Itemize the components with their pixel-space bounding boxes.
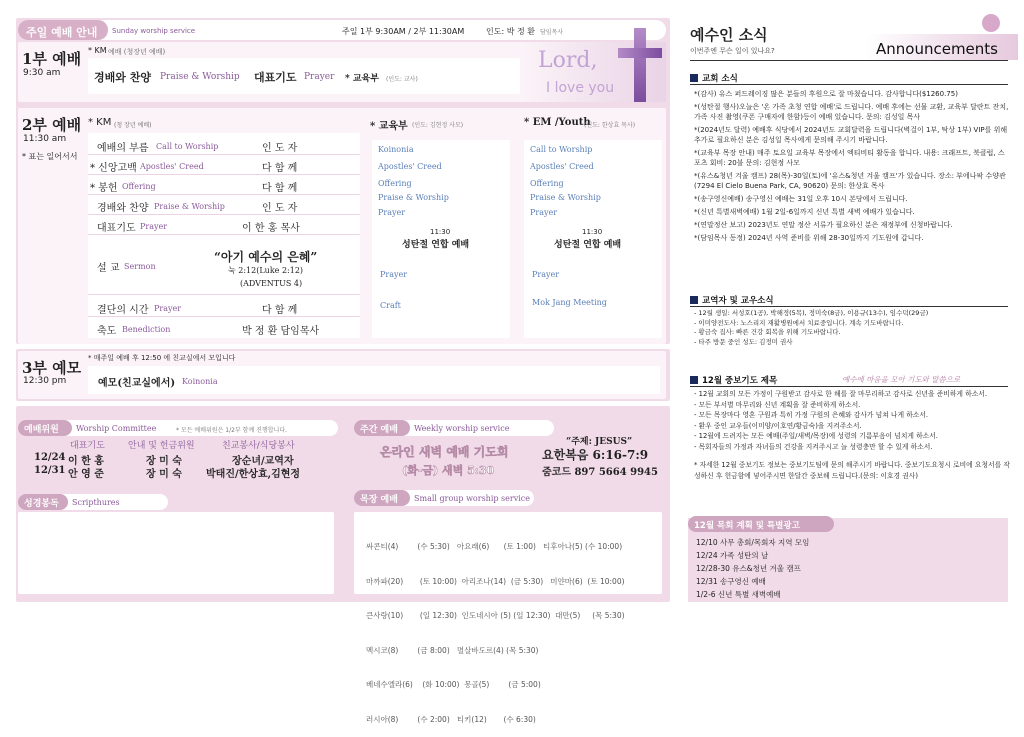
edu-item-3: Offering [378,179,412,188]
em-time: 11:30 [582,228,603,236]
plan-item: 12/24 가족 성탄의 날 [696,551,769,560]
scripture-title-en: Scripthures [72,498,120,507]
em-title: * EM /Youth [524,117,591,128]
weekly-title-en: Weekly worship service [414,424,510,433]
sermon-title: “아기 예수의 은혜” [214,250,318,264]
order-row-1-who: 인 도 자 [262,143,298,154]
plan-item: 12/31 송구영신 예배 [696,577,766,586]
plan-item: 1/2-6 신년 특별 새벽예배 [696,590,781,599]
weekly-zoom: 줌코드 897 5664 9945 [542,467,658,478]
edu-after-2: Craft [380,301,401,310]
em-item-4: Praise & Worship [530,193,601,202]
church-news-list [694,89,1010,243]
news-subtitle: 이번주엔 무슨 일이 있나요? [690,47,775,55]
staff-item: - 12월 생일: 서성호(1공), 박해정(5목), 정미숙(8금), 이용규(13수), 임수덕(29금) [694,309,929,317]
edu-item-4: Praise & Worship [378,193,449,202]
weekly-line1: 온라인 새벽 예배 기도회 [380,445,509,459]
smallgroup-row: 베네수엘라(6) (화 10:00) 몽골(5) (금 5:00) [366,680,541,689]
news-item: *(유스&청년 겨울 캠프) 28(목)-30일(토)에 '유스&청년 겨울 캠프'가 있습니다. 장소: 부에나팍 수양관(7294 El Cielo Buena Park, CA, 90620) 문의: 한상효 목사 [694,172,1006,190]
sermon-ref: 눅 2:12(Luke 2:12) [228,266,304,275]
benediction-label: 축도 [97,326,117,337]
prayer-script: 예수에 마음을 모아 기도와 말씀으로 [842,375,961,384]
smallgroup-row: 싸콘티(4) (수 5:30) 아요래(6) (토 1:00) 티후아나(5) (수 10:00) [366,542,623,551]
service1-edu: * 교육부 [345,74,379,84]
service2-time: 11:30 am [23,134,67,144]
order-row-2-who: 다 함 께 [262,163,298,174]
order-row-3-en: Offering [122,182,156,191]
row-line [88,194,360,195]
order-row-2-en: Apostles' Creed [140,162,204,171]
service1-praise-en: Praise & Worship [160,72,240,82]
smallgroup-row: 마까파(20) (토 10:00) 아리조나(14) (금 5:30) 미얀마(6) (토 10:00) [366,576,625,586]
staff-list [694,309,1010,347]
staff-item: - 황금숙 집사: 빠른 건강 회복을 위해 기도바랍니다. [694,328,841,336]
worship-header-leader: 인도: 박 정 환 [486,27,535,36]
committee-r2-usher: 장 미 숙 [146,469,182,480]
staff-line [690,306,1008,307]
edu-after-1: Prayer [380,270,408,279]
row-line [88,294,360,295]
order-row-4-label: 경배와 찬양 [97,203,149,214]
scripture-box [18,512,334,594]
committee-title-en: Worship Committee [76,424,157,433]
committee-note: * 모든 예배위원은 1/2부 함께 진행합니다. [176,427,288,434]
em-after-1: Prayer [532,270,560,279]
prayer-item: - 모든 목장마다 영혼 구원과 특히 가정 구원의 은혜와 감사가 넘쳐 나게 하소서. [694,411,929,419]
prayer-heading [690,374,777,386]
staff-heading [690,294,774,306]
service2-row-lines [88,154,360,155]
decision-en: Prayer [154,304,182,313]
service3-item-en: Koinonia [182,377,218,386]
staff-heading-text: 교역자 및 교우소식 [702,296,774,306]
worship-header-times: 주일 1부 9:30AM / 2부 11:30AM [342,27,465,36]
prayer-heading-text: 12월 중보기도 제목 [702,376,778,386]
service1-title: 1부 예배 [22,50,82,68]
em-after-2: Mok Jang Meeting [532,298,607,307]
benediction-en: Benediction [122,325,171,334]
service2-km-sub: (청 장년 예배) [114,122,152,129]
figure-icon [982,14,1000,32]
order-row-2-label: * 신앙고백 [90,163,137,174]
prayer-item: - 모든 부서별 마무리와 신년 계획을 잘 준비하게 하소서. [694,400,861,409]
sermon-label: 설 교 [97,263,120,274]
order-row-4-en: Praise & Worship [154,202,225,211]
em-item-2: Apostles' Creed [530,162,594,171]
plan-item: 12/10 사무 총회/목회자 지역 모임 [696,538,810,547]
service3-item: 예모(친교실에서) [98,378,176,389]
order-row-5-en: Prayer [140,222,168,231]
sermon-advent: (ADVENTUS 4) [240,279,303,288]
edu-sub: (인도: 김현정 사모) [412,122,464,129]
sermon-en: Sermon [124,262,156,271]
prayer-list [694,389,1010,481]
prayer-line [690,386,1008,387]
staff-item: - 이미양전도사: 노스리지 재활병원에서 치료중입니다. 계속 기도바랍니다. [694,318,904,327]
cross-icon [634,28,646,102]
committee-col-2: 안내 및 헌금위원 [128,441,195,451]
committee-col-1: 대표기도 [70,441,105,451]
weekly-line2: (화-금) 새벽 5:30 [402,464,495,477]
announcements-banner-text: Announcements [876,40,998,58]
service1-time: 9:30 am [23,68,61,78]
em-joint: 성탄절 연합 예배 [554,240,622,250]
em-item-5: Prayer [530,208,558,217]
service1-km-sub: 예배 (청장년 예배) [108,48,166,56]
church-news-heading-text: 교회 소식 [702,74,738,84]
order-row-4-who: 인 도 자 [262,203,298,214]
service2-title: 2부 예배 [22,116,82,134]
em-item-3: Offering [530,179,564,188]
service1-praise: 경배와 찬양 [94,71,151,84]
order-row-1-en: Call to Worship [156,142,219,151]
order-row-5-who: 이 한 홍 목사 [242,223,300,234]
benediction-who: 박 정 환 담임목사 [242,326,320,337]
committee-r2-prayer: 안 영 준 [68,469,104,480]
committee-r1-date: 12/24 [34,452,66,463]
edu-joint: 성탄절 연합 예배 [402,240,470,250]
plan-heading: 12월 목회 계획 및 특별광고 [694,521,800,531]
smallgroup-row: 큰사랑(10) (일 12:30) 인도네시아 (5) (일 12:30) 대만(5) (목 5:30) [366,611,625,620]
square-bullet-icon [690,376,698,384]
news-item: *(연말정산 보고) 2023년도 연말 정산 서류가 필요하신 분은 재정부에 신청바랍니다. [694,221,953,229]
decision-label: 결단의 시간 [97,305,149,316]
edu-title: * 교육부 [370,121,408,132]
service3-note: * 매주일 예배 후 12:50 에 친교실에서 모입니다 [88,354,236,362]
edu-item-2: Apostles' Creed [378,162,442,171]
smallgroup-row: 멕시코(8) (금 8:00) 멸살바도르(4) (목 5:30) [366,645,539,655]
news-item: *(송구영신예배) 송구영신 예배는 31일 오후 10시 본당에서 드립니다. [694,195,908,203]
edu-item-1: Koinonia [378,145,414,154]
service1-edu-sub: (인도: 교사) [386,76,418,83]
committee-col-3: 친교봉사/식당봉사 [222,441,295,451]
edu-time: 11:30 [430,228,451,236]
service1-km: * KM [88,46,107,55]
news-title: 예수인 소식 [690,26,768,44]
plan-list [696,536,809,601]
row-line [88,214,360,215]
square-bullet-icon [690,296,698,304]
prayer-item: - 환우 중인 교우들(이미양/이호연/황금숙)을 지켜주소서. [694,421,862,430]
em-item-1: Call to Worship [530,145,593,154]
service3-title: 3부 예모 [22,359,82,377]
order-row-5-label: 대표기도 [97,223,136,234]
service2-km: * KM [88,117,112,128]
row-line [88,316,360,317]
em-sub: (인도: 한상효 목사) [584,122,636,129]
news-item: *(2024년도 달력) 예배후 식당에서 2024년도 교회달력을 드립니다(벽걸이 1부, 탁상 1부) VIP를 위해 추가로 필요하신 분은 김성일 목사에게 문의해 주시기 바랍니다. [694,126,1008,144]
weekly-theme: “주제: JESUS” [566,437,633,447]
service2-note: * 표는 일어서서 [22,152,78,161]
prayer-item: - 12월에 드려지는 모든 예배(주일/새벽/목장)에 성령의 기름부음이 넘치게 하소서. [694,432,938,440]
committee-r1-prayer: 이 한 홍 [68,456,104,467]
service1-prayer: 대표기도 [254,71,297,84]
order-row-3-label: * 봉헌 [90,183,118,194]
committee-r2-date: 12/31 [34,465,66,476]
committee-title: 예배위원 [24,425,59,435]
committee-r1-fellowship: 장순녀/교역자 [232,456,294,467]
news-item: *(교육부 목장 안내) 매주 토요일 교육부 목장에서 엑티비티 활동을 합니다. 내용: 크래프트, 북클럽, 스포츠 회비: 20불 문의: 김현정 사모 [694,149,1005,167]
order-row-1-label: 예배의 부름 [97,143,149,154]
committee-r2-fellowship: 박태진/한상효,김현정 [206,469,301,480]
edu-item-5: Prayer [378,208,406,217]
plan-item: 12/28-30 유스&청년 겨울 캠프 [696,564,801,573]
love-text: I love you [546,80,615,96]
worship-header-subtitle: Sunday worship service [112,27,196,35]
church-news-line [690,84,1008,85]
news-item: *(성탄절 행사)오늘은 '온 가족 초청 연합 예배'로 드립니다. 예배 후에는 선물 교환, 교육부 달란트 잔치, 가족 사진 촬영(쿠폰 구매자에 한함)등이 예배 있습니다. 문의: 김성일 목사 [694,103,1009,121]
cross-bar [618,48,662,58]
service1-prayer-en: Prayer [304,72,335,82]
service3-time: 12:30 pm [23,376,67,386]
committee-r1-usher: 장 미 숙 [146,456,182,467]
row-line [88,174,360,175]
header-line [690,60,1008,61]
smallgroup-row: 러시아(8) (수 2:00) 티키(12) (수 6:30) [366,714,536,724]
staff-item: - 타주 방문 중인 성도: 김정미 권사 [694,337,793,346]
prayer-item: - 목회자들의 가정과 자녀들의 건강을 지켜주시고 늘 성령충만 할 수 있게 하소서. [694,442,933,451]
weekly-verse: 요한복음 6:16-7:9 [542,448,649,462]
news-item: *(신년 특별새벽예배) 1월 2일-6일까지 신년 특별 새벽 예배가 있습니다. [694,208,915,216]
smallgroup-list [366,518,625,737]
order-row-3-who: 다 함 께 [262,183,298,194]
worship-header-leader-title: 담임목사 [540,29,564,36]
worship-header-title: 주일 예배 안내 [26,26,98,39]
decision-who: 다 함 께 [262,305,298,316]
prayer-item: - 12월 교회의 모든 가정이 구원받고 감사로 한 해를 잘 마무리하고 감사로 신년을 준비하게 하소서. [694,390,988,398]
news-item: *(담임목사 동정) 2024년 사역 준비를 위해 28-30일까지 기도원에 갑니다. [694,234,924,242]
weekly-title: 주간 예배 [360,425,398,435]
prayer-note: * 자세한 12월 중보기도 정보는 중보기도팀에 문의 해주시기 바랍니다. 중보기도요청시 로비에 요청서를 작성하신 후 헌금함에 넣어주시면 한달간 중보해 드립니다.(문의: 이호경 권사) [694,461,1010,480]
row-line [88,234,360,235]
news-item: *(감사) 유스 퍼드레이징 많은 분들의 후원으로 잘 마쳤습니다. 감사합니다($1260.75) [694,90,958,98]
square-bullet-icon [690,74,698,82]
scripture-title: 성경봉독 [24,499,59,509]
lord-text: Lord, [538,48,598,73]
church-news-heading [690,72,738,84]
smallgroup-title-en: Small group worship service [414,494,530,503]
smallgroup-title: 목장 예배 [360,495,398,505]
